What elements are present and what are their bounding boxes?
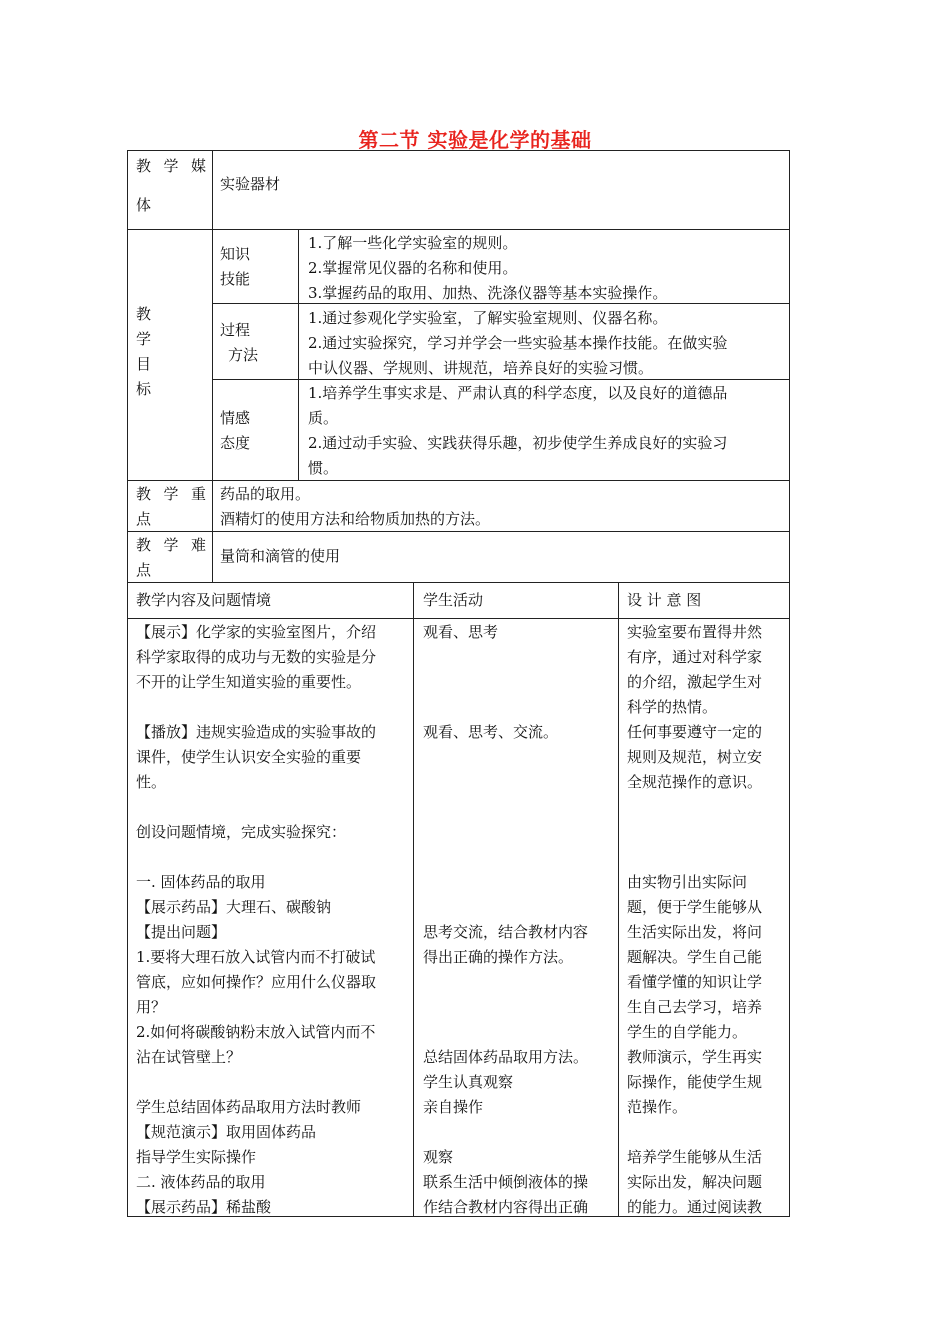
objective-name-line: 过程	[220, 321, 251, 339]
intent-line: 范操作。	[627, 1098, 688, 1116]
content-line: 不开的让学生知道实验的重要性。	[136, 673, 362, 691]
difficulties-label	[136, 533, 206, 583]
objective-item: 惯。	[308, 459, 339, 477]
intent-line: 规则及规范，树立安	[627, 748, 763, 766]
difficulties-value: 量筒和滴管的使用	[220, 547, 341, 565]
content-line: 【展示】化学家的实验室图片，介绍	[136, 623, 377, 641]
content-line: 创设问题情境，完成实验探究：	[136, 823, 347, 841]
content-line: 2.如何将碳酸钠粉末放入试管内而不	[136, 1023, 376, 1041]
activity-line: 学生认真观察	[423, 1073, 514, 1091]
content-line	[136, 795, 411, 820]
intent-line: 题，便于学生能够从	[627, 898, 763, 916]
key-point-line: 酒精灯的使用方法和给物质加热的方法。	[220, 510, 491, 528]
activity-line: 得出正确的操作方法。	[423, 948, 574, 966]
content-line: 【播放】违规实验造成的实验事故的	[136, 723, 377, 741]
activity-line: 作结合教材内容得出正确	[423, 1198, 589, 1216]
media-label-line2: 体	[136, 196, 152, 214]
intent-line: 题解决。学生自己能	[627, 948, 763, 966]
intent-line: 科学的热情。	[627, 698, 718, 716]
key-points-label-line2: 点	[136, 510, 152, 528]
objective-name-line: 技能	[220, 270, 251, 288]
objective-name-line: 知识	[220, 245, 251, 263]
header-content: 教学内容及问题情境	[136, 591, 272, 609]
activity-line	[423, 795, 615, 820]
media-label	[136, 154, 206, 218]
objective-item: 中认仪器、学规则、讲规范，培养良好的实验习惯。	[308, 359, 654, 377]
intent-line	[627, 845, 787, 870]
objective-item: 3.掌握药品的取用、加热、洗涤仪器等基本实验操作。	[308, 284, 668, 302]
intent-line: 培养学生能够从生活	[627, 1148, 763, 1166]
col-divider	[212, 151, 213, 582]
objectives-label-char: 学	[136, 330, 152, 348]
objective-item: 2.通过实验探究，学习并学会一些实验基本操作技能。在做实验	[308, 334, 728, 352]
intent-line: 生自己去学习，培养	[627, 998, 763, 1016]
content-line: 沾在试管壁上？	[136, 1048, 242, 1066]
content-line: 课件，使学生认识安全实验的重要	[136, 748, 362, 766]
media-value: 实验器材	[220, 175, 281, 193]
content-line: 指导学生实际操作	[136, 1148, 257, 1166]
content-line: 性。	[136, 773, 167, 791]
content-line: 【提出问题】	[136, 923, 227, 941]
content-line	[136, 845, 411, 870]
content-line: 二. 液体药品的取用	[136, 1173, 266, 1191]
objective-item: 2.掌握常见仪器的名称和使用。	[308, 259, 518, 277]
activity-line: 亲自操作	[423, 1098, 484, 1116]
objective-items-emotion	[308, 381, 786, 481]
content-line: 【展示药品】稀盐酸	[136, 1198, 272, 1216]
activity-line	[423, 820, 615, 845]
header-activity: 学生活动	[423, 591, 484, 609]
content-line	[136, 695, 411, 720]
intent-line: 学生的自学能力。	[627, 1023, 748, 1041]
intent-line: 实验室要布置得井然	[627, 623, 763, 641]
activity-line	[423, 895, 615, 920]
activity-line	[423, 670, 615, 695]
row-divider	[128, 229, 789, 230]
row-divider	[128, 618, 789, 619]
objective-name-process	[220, 318, 258, 368]
activity-line: 观看、思考、交流。	[423, 723, 559, 741]
intent-line: 实际出发，解决问题	[627, 1173, 763, 1191]
activity-line	[423, 870, 615, 895]
intent-line: 的能力。通过阅读教	[627, 1198, 763, 1216]
objectives-label-char: 教	[136, 305, 152, 323]
activity-line: 总结固体药品取用方法。	[423, 1048, 589, 1066]
content-line: 【规范演示】取用固体药品	[136, 1123, 317, 1141]
objective-name-line: 态度	[220, 434, 251, 452]
objectives-label-char: 目	[136, 355, 152, 373]
row-divider	[128, 582, 789, 583]
content-line: 【展示药品】大理石、碳酸钠	[136, 898, 332, 916]
objectives-label-char: 标	[136, 380, 152, 398]
difficulties-label-line1: 教 学 难	[136, 536, 206, 554]
content-line: 管底，应如何操作？应用什么仪器取	[136, 973, 377, 991]
activity-line: 联系生活中倾倒液体的操	[423, 1173, 589, 1191]
intent-line: 的介绍，激起学生对	[627, 673, 763, 691]
lesson-plan-table	[127, 150, 790, 1217]
activity-line: 观看、思考	[423, 623, 499, 641]
activity-line	[423, 995, 615, 1020]
objective-items-knowledge	[308, 231, 786, 306]
intent-line: 生活实际出发，将问	[627, 923, 763, 941]
objective-item: 质。	[308, 409, 339, 427]
activity-line	[423, 1020, 615, 1045]
intent-line: 任何事要遵守一定的	[627, 723, 763, 741]
activity-line	[423, 695, 615, 720]
key-point-line: 药品的取用。	[220, 485, 311, 503]
objective-items-process	[308, 306, 786, 381]
objective-item: 1.了解一些化学实验室的规则。	[308, 234, 518, 252]
objective-name-line: 方法	[228, 346, 259, 364]
content-line: 一. 固体药品的取用	[136, 873, 266, 891]
activity-line: 思考交流，结合教材内容	[423, 923, 589, 941]
intent-line	[627, 820, 787, 845]
objective-name-emotion	[220, 406, 250, 456]
intent-line: 有序，通过对科学家	[627, 648, 763, 666]
intent-line: 全规范操作的意识。	[627, 773, 763, 791]
content-line	[136, 1070, 411, 1095]
key-points-label	[136, 482, 206, 532]
objective-name-knowledge	[220, 242, 250, 292]
objectives-label	[136, 302, 166, 402]
intent-line: 教师演示，学生再实	[627, 1048, 763, 1066]
objective-item: 2.通过动手实验、实践获得乐趣，初步使学生养成良好的实验习	[308, 434, 728, 452]
col-divider	[298, 229, 299, 480]
intent-line	[627, 795, 787, 820]
objective-item: 1.通过参观化学实验室，了解实验室规则、仪器名称。	[308, 309, 668, 327]
intent-column	[627, 620, 787, 1220]
activity-line	[423, 770, 615, 795]
activity-column	[423, 620, 615, 1220]
content-line: 科学家取得的成功与无数的实验是分	[136, 648, 377, 666]
key-points-label-line1: 教 学 重	[136, 485, 206, 503]
activity-line	[423, 970, 615, 995]
content-column	[136, 620, 411, 1220]
intent-line: 际操作，能使学生规	[627, 1073, 763, 1091]
intent-line	[627, 1120, 787, 1145]
content-line: 学生总结固体药品取用方法时教师	[136, 1098, 362, 1116]
header-intent: 设 计 意 图	[627, 591, 702, 609]
col-divider	[618, 582, 619, 1216]
activity-line	[423, 1120, 615, 1145]
difficulties-label-line2: 点	[136, 561, 152, 579]
page-title: 第二节 实验是化学的基础	[358, 128, 592, 152]
objective-item: 1.培养学生事实求是、严肃认真的科学态度，以及良好的道德品	[308, 384, 728, 402]
activity-line	[423, 745, 615, 770]
col-divider	[413, 582, 414, 1216]
activity-line: 观察	[423, 1148, 454, 1166]
intent-line: 由实物引出实际问	[627, 873, 748, 891]
activity-line	[423, 845, 615, 870]
activity-line	[423, 645, 615, 670]
content-line: 用？	[136, 998, 167, 1016]
intent-line: 看懂学懂的知识让学	[627, 973, 763, 991]
media-label-line1: 教 学 媒	[136, 157, 206, 175]
key-points-value	[220, 482, 490, 532]
content-line: 1.要将大理石放入试管内而不打破试	[136, 948, 376, 966]
objective-name-line: 情感	[220, 409, 251, 427]
